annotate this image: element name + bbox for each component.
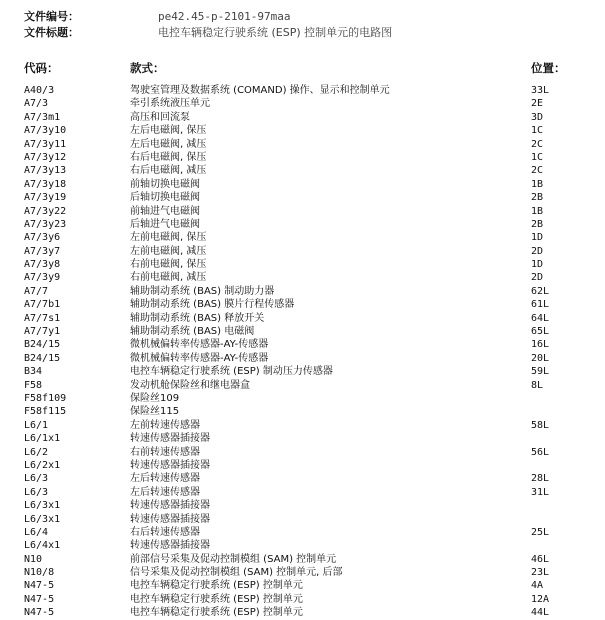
component-position: 20L (531, 352, 550, 364)
table-row (0, 298, 605, 311)
component-position: 46L (531, 553, 550, 565)
table-row (0, 271, 605, 284)
component-position: 44L (531, 607, 550, 619)
component-position: 8L (531, 379, 544, 391)
table-row (0, 285, 605, 298)
component-code: B34 (24, 366, 43, 378)
component-description: 辅助制动系统 (BAS) 制动助力器 (130, 285, 275, 297)
component-code: N47-5 (24, 607, 55, 619)
component-code: A7/3y8 (24, 259, 61, 271)
component-description: 左后转速传感器 (130, 473, 200, 485)
component-description: 辅助制动系统 (BAS) 电磁阀 (130, 326, 255, 338)
table-row (0, 419, 605, 432)
component-description: 保险丝109 (130, 392, 180, 404)
table-row (0, 446, 605, 459)
component-position: 2B (531, 218, 544, 230)
component-position: 65L (531, 326, 550, 338)
table-row (0, 191, 605, 204)
component-description: 转速传感器插接器 (130, 513, 210, 525)
component-code: A7/3y10 (24, 125, 67, 137)
component-position: 64L (531, 312, 550, 324)
component-position: 33L (531, 85, 550, 96)
table-row (0, 352, 605, 365)
component-description: 电控车辆稳定行驶系统 (ESP) 制动压力传感器 (130, 366, 333, 378)
component-description: 右后电磁阀, 保压 (130, 151, 207, 163)
doc-title-line (24, 26, 392, 39)
component-code: A7/3m1 (24, 111, 61, 123)
column-header-code: 代码： (24, 61, 59, 75)
component-code: L6/4x1 (24, 540, 61, 552)
component-position: 12A (531, 593, 550, 605)
component-description: 左前电磁阀, 减压 (130, 245, 207, 257)
component-description: 辅助制动系统 (BAS) 膜片行程传感器 (130, 299, 295, 311)
component-position: 16L (531, 339, 550, 351)
component-position: 1C (531, 151, 544, 163)
table-row (0, 472, 605, 485)
component-code: L6/3 (24, 473, 49, 485)
table-row (0, 325, 605, 338)
component-position: 2E (531, 98, 544, 110)
table-row (0, 432, 605, 445)
component-code: A7/7y1 (24, 326, 61, 338)
table-row (0, 539, 605, 552)
component-code: L6/1 (24, 419, 49, 431)
component-position: 1B (531, 205, 544, 217)
component-code: N10/8 (24, 567, 55, 579)
table-row (0, 231, 605, 244)
component-code: A7/3y18 (24, 178, 67, 190)
table-row (0, 526, 605, 539)
component-description: 左后电磁阀, 保压 (130, 125, 207, 137)
table-row (0, 218, 605, 231)
table-row (0, 312, 605, 325)
component-code: B24/15 (24, 352, 61, 364)
component-position: 28L (531, 473, 550, 485)
doc-number-label: 文件编号： (24, 10, 79, 23)
component-description: 左前电磁阀, 保压 (130, 232, 207, 244)
table-row (0, 138, 605, 151)
component-position: 1C (531, 125, 544, 137)
component-code: L6/2 (24, 446, 49, 458)
component-position: 59L (531, 366, 550, 378)
table-row (0, 392, 605, 405)
component-position: 2D (531, 245, 544, 257)
component-code: F58 (24, 379, 43, 391)
component-description: 微机械偏转率传感器-AY-传感器 (130, 352, 269, 364)
component-position: 1B (531, 178, 544, 190)
component-position: 62L (531, 285, 550, 297)
component-description: 后轴进气电磁阀 (130, 218, 200, 230)
component-description: 右前电磁阀, 减压 (130, 272, 207, 284)
component-code: A7/3y23 (24, 218, 67, 230)
component-code: L6/2x1 (24, 459, 61, 471)
component-description: 左前转速传感器 (130, 419, 200, 431)
component-code: N10 (24, 553, 43, 565)
table-row (0, 164, 605, 177)
table-row (0, 111, 605, 124)
component-description: 电控车辆稳定行驶系统 (ESP) 控制单元 (130, 593, 303, 605)
component-code: A7/3y9 (24, 272, 61, 284)
component-code: A7/3y7 (24, 245, 61, 257)
component-description: 驾驶室管理及数据系统 (COMAND) 操作、显示和控制单元 (130, 85, 390, 96)
component-table (0, 84, 605, 620)
component-position: 2C (531, 165, 544, 177)
component-code: L6/1x1 (24, 433, 61, 445)
doc-title-label: 文件标题： (24, 26, 79, 39)
component-description: 辅助制动系统 (BAS) 释放开关 (130, 312, 265, 324)
component-code: L6/4 (24, 526, 49, 538)
column-header-desc: 款式： (130, 61, 165, 75)
table-row (0, 151, 605, 164)
component-description: 转速传感器插接器 (130, 500, 210, 512)
table-row (0, 486, 605, 499)
component-code: L6/3x1 (24, 513, 61, 525)
table-row (0, 379, 605, 392)
component-description: 左后电磁阀, 减压 (130, 138, 207, 150)
component-code: A7/3y13 (24, 165, 67, 177)
component-position: 1D (531, 259, 544, 271)
column-header-pos: 位置： (531, 61, 566, 75)
table-row (0, 566, 605, 579)
doc-number-value: pe42.45-p-2101-97maa (158, 10, 291, 23)
table-row (0, 178, 605, 191)
component-description: 转速传感器插接器 (130, 540, 210, 552)
component-position: 2D (531, 272, 544, 284)
table-row (0, 553, 605, 566)
component-code: A7/3y12 (24, 151, 67, 163)
component-description: 右前转速传感器 (130, 446, 200, 458)
component-position: 23L (531, 567, 550, 579)
table-row (0, 579, 605, 592)
component-description: 牵引系统液压单元 (130, 98, 210, 110)
table-row (0, 84, 605, 97)
component-code: L6/3 (24, 486, 49, 498)
component-position: 4A (531, 580, 544, 592)
component-description: 信号采集及促动控制模组 (SAM) 控制单元, 后部 (130, 567, 343, 579)
component-description: 电控车辆稳定行驶系统 (ESP) 控制单元 (130, 607, 303, 619)
component-description: 高压和回流泵 (130, 111, 190, 123)
component-description: 右前电磁阀, 保压 (130, 259, 207, 271)
component-code: A7/7 (24, 285, 49, 297)
component-code: A40/3 (24, 85, 55, 96)
table-row (0, 405, 605, 418)
component-description: 转速传感器插接器 (130, 459, 210, 471)
table-row (0, 338, 605, 351)
component-position: 1D (531, 232, 544, 244)
table-row (0, 205, 605, 218)
component-position: 56L (531, 446, 550, 458)
component-position: 3D (531, 111, 544, 123)
component-description: 前轴进气电磁阀 (130, 205, 200, 217)
component-code: A7/7b1 (24, 299, 61, 311)
component-code: A7/3 (24, 98, 49, 110)
component-description: 转速传感器插接器 (130, 433, 210, 445)
component-description: 右后转速传感器 (130, 526, 200, 538)
component-description: 电控车辆稳定行驶系统 (ESP) 控制单元 (130, 580, 303, 592)
component-description: 右后电磁阀, 减压 (130, 165, 207, 177)
doc-title-value: 电控车辆稳定行驶系统 (ESP) 控制单元的电路图 (158, 26, 393, 39)
doc-number-line (24, 10, 290, 23)
component-position: 25L (531, 526, 550, 538)
table-row (0, 513, 605, 526)
component-description: 前部信号采集及促动控制模组 (SAM) 控制单元 (130, 553, 337, 565)
component-code: N47-5 (24, 593, 55, 605)
component-position: 61L (531, 299, 550, 311)
table-row (0, 606, 605, 619)
component-description: 前轴切换电磁阀 (130, 178, 200, 190)
component-code: A7/3y19 (24, 192, 67, 204)
component-description: 保险丝115 (130, 406, 180, 418)
table-row (0, 499, 605, 512)
table-row (0, 365, 605, 378)
table-row (0, 593, 605, 606)
component-code: B24/15 (24, 339, 61, 351)
component-description: 后轴切换电磁阀 (130, 192, 200, 204)
component-position: 58L (531, 419, 550, 431)
component-description: 发动机舱保险丝和继电器盒 (130, 379, 250, 391)
component-code: F58f115 (24, 406, 67, 418)
component-code: A7/3y6 (24, 232, 61, 244)
table-row (0, 258, 605, 271)
component-code: A7/3y22 (24, 205, 67, 217)
component-code: A7/3y11 (24, 138, 67, 150)
table-row (0, 459, 605, 472)
component-position: 31L (531, 486, 550, 498)
component-code: A7/7s1 (24, 312, 61, 324)
table-row (0, 124, 605, 137)
table-row (0, 245, 605, 258)
component-code: F58f109 (24, 392, 67, 404)
component-code: L6/3x1 (24, 500, 61, 512)
component-position: 2B (531, 192, 544, 204)
component-description: 微机械偏转率传感器-AY-传感器 (130, 339, 269, 351)
component-code: N47-5 (24, 580, 55, 592)
table-row (0, 97, 605, 110)
component-position: 2C (531, 138, 544, 150)
component-description: 左后转速传感器 (130, 486, 200, 498)
